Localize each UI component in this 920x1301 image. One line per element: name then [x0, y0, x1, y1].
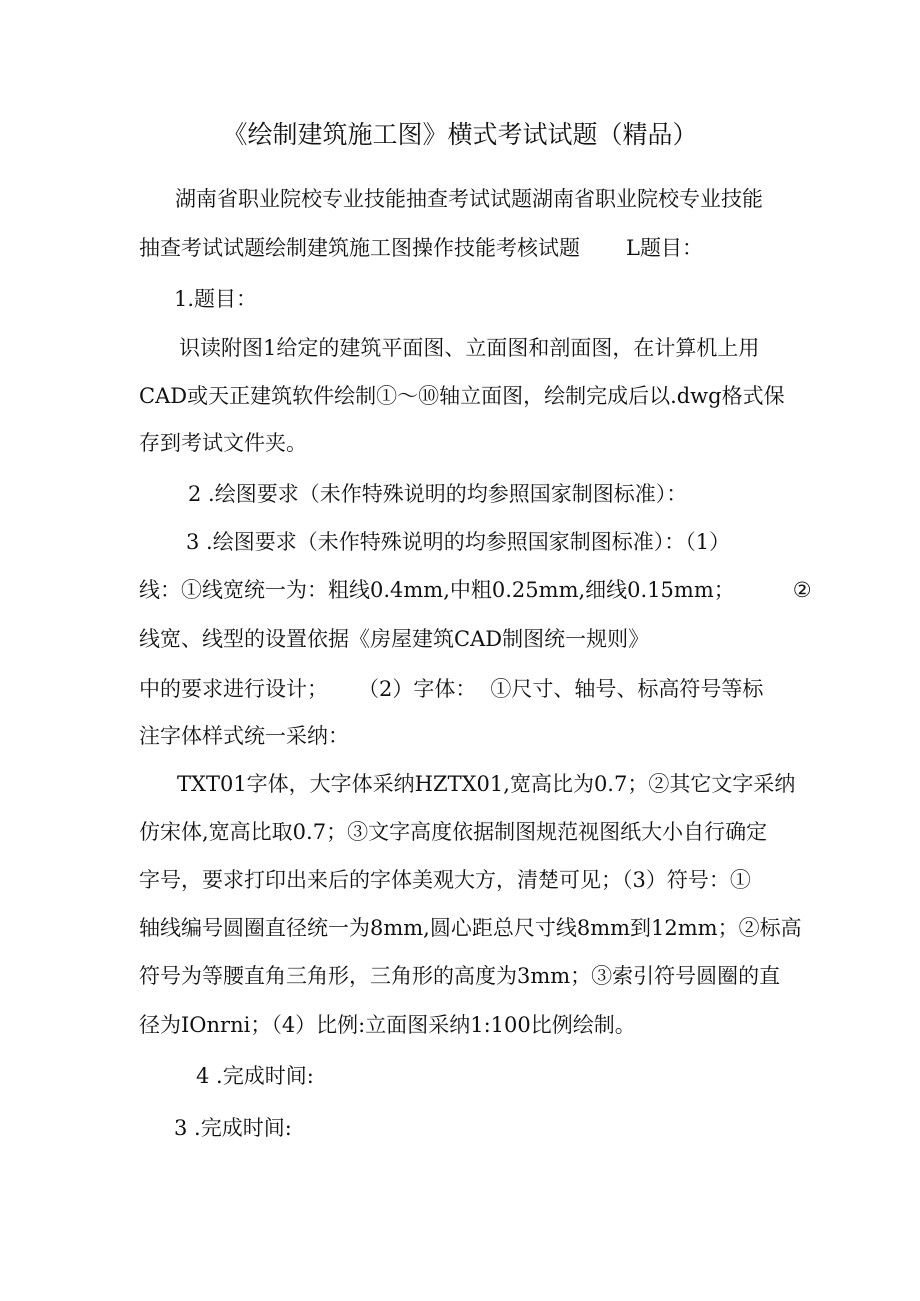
item-4-heading: 4 .完成时间:	[196, 1064, 314, 1088]
font-line-5: 符号为等腰直角三角形，三角形的高度为3mm；③索引符号圆圈的直	[139, 964, 781, 988]
intro-line-2	[139, 233, 703, 263]
font-line-6: 径为IOnrni；（4）比例:立面图采纳1:100比例绘制。	[139, 1013, 636, 1037]
font-line-3: 字号，要求打印出来后的字体美观大方，清楚可见；（3）符号：①	[139, 868, 751, 892]
intro-line-1: 湖南省职业院校专业技能抽查考试试题湖南省职业院校专业技能	[175, 187, 763, 211]
line-width-spec: 线：①线宽统一为：粗线0.4mm,中粗0.25mm,细线0.15mm；	[139, 578, 735, 602]
intro-line-2-text: 抽查考试试题绘制建筑施工图操作技能考核试题	[139, 236, 580, 260]
item-3-line-5: 注字体样式统一采纳：	[139, 724, 349, 748]
item-3-line-1: 3 .绘图要求（未作特殊说明的均参照国家制图标准）：（1）	[186, 530, 731, 554]
document-title: 《绘制建筑施工图》横式考试试题（精品）	[222, 120, 698, 149]
item-5-heading: 3 .完成时间:	[174, 1116, 292, 1140]
task-line-3: 存到考试文件夹。	[139, 431, 307, 455]
circled-number-2: ②	[792, 578, 812, 602]
font-requirement-text: ①尺寸、轴号、标高符号等标	[490, 677, 764, 701]
font-subheading: （2）字体：	[358, 677, 477, 701]
design-requirement-text: 中的要求进行设计；	[139, 677, 328, 701]
font-line-4: 轴线编号圆圈直径统一为8mm,圆心距总尺寸线8mm到12mm；②标高	[139, 916, 802, 940]
font-line-1: TXT01字体，大字体采纳HZTX01,宽高比为0.7；②其它文字采纳	[177, 772, 796, 796]
item-3-line-4	[139, 674, 763, 704]
task-line-2: CAD或天正建筑软件绘制①～⑩轴立面图，绘制完成后以.dwg格式保	[139, 384, 785, 408]
font-line-2: 仿宋体,宽高比取0.7；③文字高度依据制图规范视图纸大小自行确定	[139, 820, 768, 844]
item-2-heading: 2 .绘图要求（未作特殊说明的均参照国家制图标准）：	[188, 482, 688, 506]
task-line-1: 识读附图1给定的建筑平面图、立面图和剖面图，在计算机上用	[179, 336, 760, 360]
intro-subheading: L题目：	[626, 236, 703, 260]
item-3-line-3: 线宽、线型的设置依据《房屋建筑CAD制图统一规则》	[139, 627, 650, 651]
item-3-line-2	[139, 575, 812, 605]
item-1-heading: 1.题目：	[174, 287, 258, 311]
